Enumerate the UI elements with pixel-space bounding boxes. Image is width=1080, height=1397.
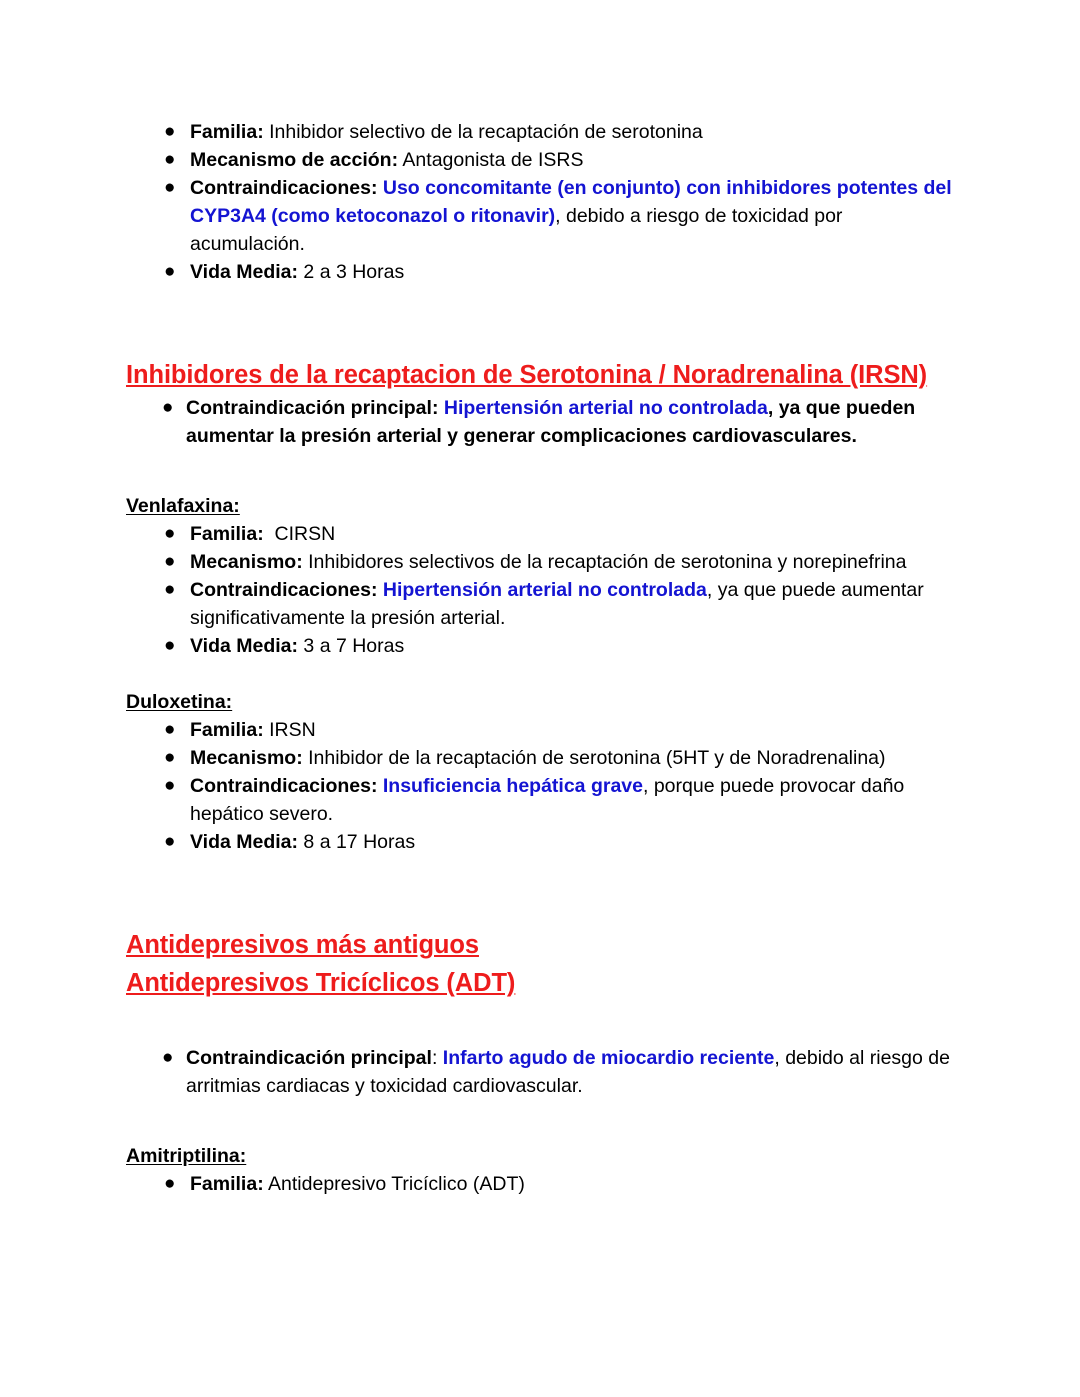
highlighted-term: Uso concomitante (en conjunto) con inhibidores potentes del CYP3A4 (como ketoconazol o ritonavir) <box>190 177 952 227</box>
spacer <box>126 286 962 356</box>
section-heading-adt: Antidepresivos Tricíclicos (ADT) <box>126 969 516 997</box>
list-item <box>126 828 962 856</box>
list-item-label: Familia: <box>190 719 264 741</box>
list-item-text: 8 a 17 Horas <box>298 831 416 853</box>
bullet-icon: ● <box>164 121 176 142</box>
list-item-text: 3 a 7 Horas <box>298 635 405 657</box>
duloxetina-bullet-list <box>126 716 962 856</box>
section-heading-antiguos: Antidepresivos más antiguos <box>126 931 479 959</box>
bullet-icon: ● <box>164 523 176 544</box>
list-item-text: Inhibidor de la recaptación de serotonina (5HT y de Noradrenalina) <box>302 747 886 769</box>
list-item-label: Contraindicaciones: <box>190 579 378 601</box>
list-item-text: IRSN <box>263 719 316 741</box>
spacer <box>126 660 962 688</box>
list-item-label: Contraindicación principal: <box>186 397 439 419</box>
list-item <box>126 258 962 286</box>
section-heading-irsn: Inhibidores de la recaptacion de Serotonina / Noradrenalina (IRSN) <box>126 361 928 389</box>
bullet-icon: ● <box>164 747 176 768</box>
bullet-icon: ● <box>164 149 176 170</box>
list-item-label: Mecanismo: <box>190 551 303 573</box>
list-item-text: , ya que pueden aumentar la presión arterial y generar complicaciones cardiovasculares. <box>186 397 916 447</box>
drug-heading-text: Amitriptilina: <box>126 1145 247 1167</box>
list-item-text: Inhibidores selectivos de la recaptación de serotonina y norepinefrina <box>302 551 907 573</box>
bullet-icon: ● <box>162 397 174 418</box>
list-item <box>126 744 962 772</box>
list-item-label: Familia: <box>190 1173 264 1195</box>
list-item-label: Vida Media: <box>190 261 299 283</box>
drug-heading-text: Duloxetina: <box>126 691 233 713</box>
list-item <box>126 520 962 548</box>
list-item-label: Mecanismo: <box>190 747 303 769</box>
list-item <box>126 146 962 174</box>
list-item-text: , debido al riesgo de arritmias cardiacas y toxicidad cardiovascular. <box>186 1047 950 1097</box>
highlighted-term: Insuficiencia hepática grave <box>377 775 643 797</box>
spacer <box>126 450 962 492</box>
amitriptilina-bullet-list <box>126 1170 962 1198</box>
list-item-text: Antidepresivo Tricíclico (ADT) <box>263 1173 525 1195</box>
highlighted-term: Hipertensión arterial no controlada <box>438 397 768 419</box>
list-item <box>126 716 962 744</box>
adt-main-bullet-list <box>126 1044 962 1100</box>
bullet-icon: ● <box>164 261 176 282</box>
bullet-icon: ● <box>164 579 176 600</box>
spacer <box>126 1100 962 1142</box>
list-item <box>126 772 962 828</box>
list-item-label: Mecanismo de acción: <box>190 149 399 171</box>
list-item-text: Inhibidor selectivo de la recaptación de serotonina <box>263 121 703 143</box>
list-item-text: , ya que puede aumentar significativamente la presión arterial. <box>190 579 924 629</box>
bullet-icon: ● <box>164 719 176 740</box>
drug-heading-venlafaxina <box>126 492 962 520</box>
list-item-label: Vida Media: <box>190 635 299 657</box>
highlighted-term: Hipertensión arterial no controlada <box>377 579 707 601</box>
drug-heading-text: Venlafaxina: <box>126 495 240 517</box>
list-item <box>126 1170 962 1198</box>
list-item-text: 2 a 3 Horas <box>298 261 405 283</box>
list-item-text: Antagonista de ISRS <box>398 149 584 171</box>
irsn-main-bullet-list <box>126 394 962 450</box>
list-item <box>126 548 962 576</box>
list-item-label: Contraindicaciones: <box>190 177 378 199</box>
list-item <box>126 118 962 146</box>
list-item-text: CIRSN <box>263 523 336 545</box>
list-item <box>126 394 962 450</box>
bullet-icon: ● <box>164 1173 176 1194</box>
bullet-icon: ● <box>164 551 176 572</box>
list-item-label: Contraindicaciones: <box>190 775 378 797</box>
list-item-label: Contraindicación principal <box>186 1047 432 1069</box>
list-item-text: , debido a riesgo de toxicidad por acumulación. <box>190 205 843 255</box>
list-item-label: Vida Media: <box>190 831 299 853</box>
bullet-icon: ● <box>164 831 176 852</box>
drug-heading-duloxetina <box>126 688 962 716</box>
highlighted-term: Infarto agudo de miocardio reciente <box>437 1047 775 1069</box>
list-item <box>126 1044 962 1100</box>
spacer <box>126 1002 962 1044</box>
drug-heading-amitriptilina <box>126 1142 962 1170</box>
bullet-icon: ● <box>162 1047 174 1068</box>
venlafaxina-bullet-list <box>126 520 962 660</box>
spacer <box>126 856 962 926</box>
bullet-icon: ● <box>164 775 176 796</box>
list-item-label: Familia: <box>190 523 264 545</box>
list-item-text: , porque puede provocar daño hepático severo. <box>190 775 905 825</box>
list-item-separator: : <box>431 1047 438 1069</box>
bullet-icon: ● <box>164 635 176 656</box>
isrs-tail-bullet-list <box>126 118 962 286</box>
list-item <box>126 632 962 660</box>
list-item <box>126 174 962 258</box>
bullet-icon: ● <box>164 177 176 198</box>
list-item <box>126 576 962 632</box>
list-item-label: Familia: <box>190 121 264 143</box>
